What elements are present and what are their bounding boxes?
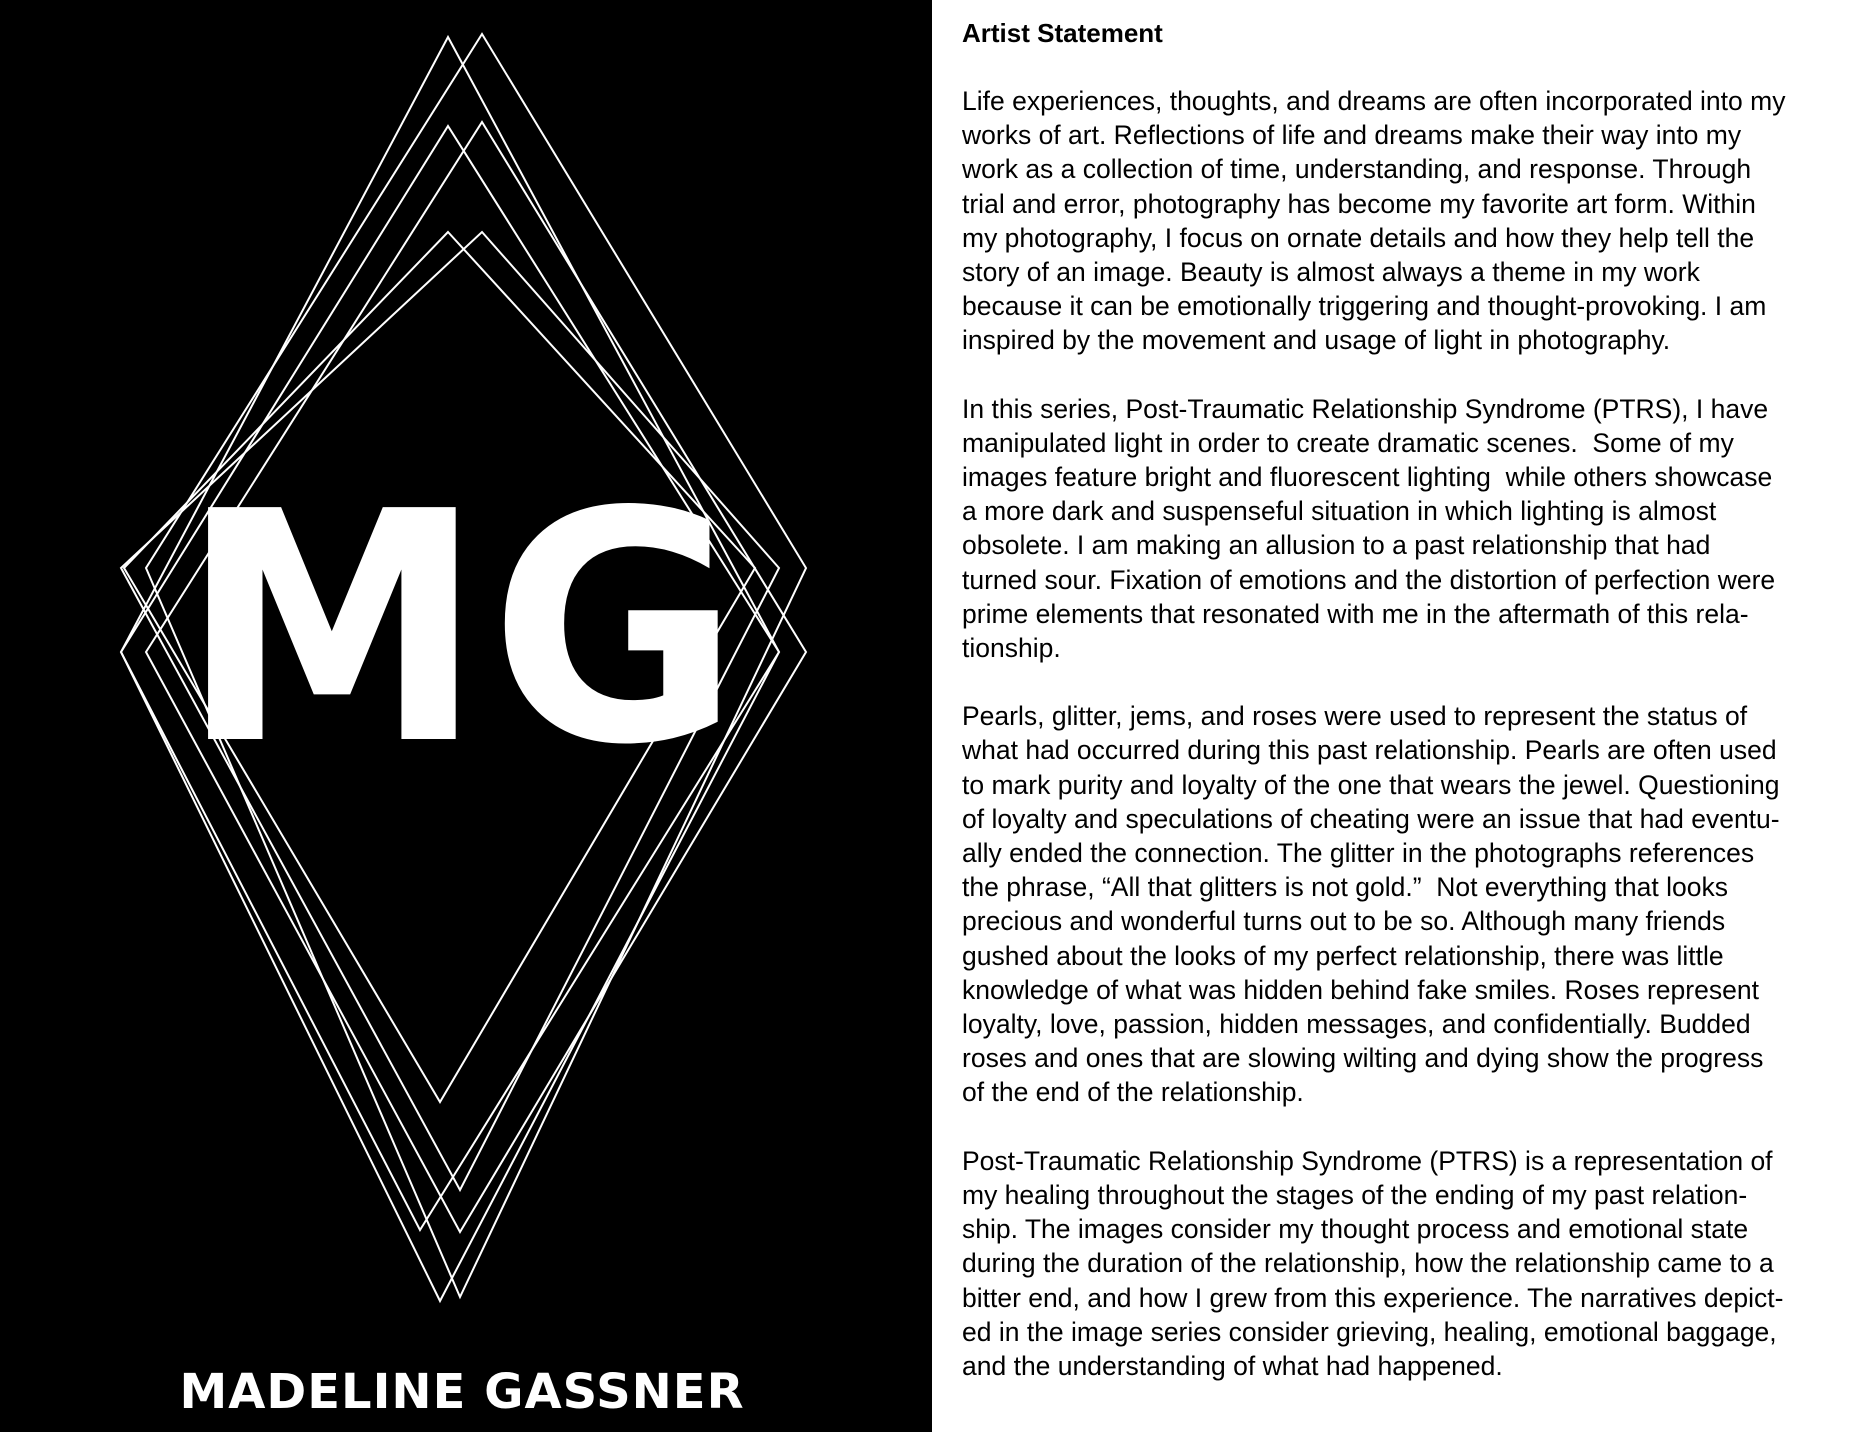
statement-paragraph-2: In this series, Post-Traumatic Relationship Syndrome (PTRS), I have manipulated light in order to create dramatic scenes. Some of my images feature bright and fluorescent lighting while others showcase a more dark and suspenseful situation in which lighting is almost obsolete. I am making an allusion to a past relationship that had turned sour. Fixation of emotions and the distortion of perfection were prime elements that resonated with me in the aftermath of this rela- tionship. bbox=[962, 393, 1776, 664]
author-name: MADELINE GASSNER bbox=[179, 1364, 745, 1420]
monogram: MG bbox=[180, 444, 746, 814]
statement-paragraph-1: Life experiences, thoughts, and dreams are often incorporated into my works of art. Reflections of life and dreams make their way into my work as a collection of time, understanding, and response. Through trial and error, photography has become my favorite art form. Within my photography, I focus on ornate details and how they help tell the story of an image. Beauty is almost always a theme in my work because it can be emotionally triggering and thought-provoking. I am inspired by the movement and usage of light in photography. bbox=[962, 86, 1786, 356]
statement-paragraph-4: Post-Traumatic Relationship Syndrome (PTRS) is a representation of my healing throughout the stages of the ending of my past relation- ship. The images consider my thought process and emotional state during the duration of the relationship, how the relationship came to a bitter end, and how I grew from this experience. The narratives depict- ed in the image series consider grieving, healing, emotional baggage, and the understanding of what had happened. bbox=[962, 1145, 1784, 1381]
statement-paragraph-3: Pearls, glitter, jems, and roses were used to represent the status of what had occurred during this past relationship. Pearls are often used to mark purity and loyalty of the one that wears the jewel. Questioning of loyalty and speculations of cheating were an issue that had eventu- ally ended the connection. The glitter in the photographs references the phrase, “All that glitters is not gold.” Not everything that looks precious and wonderful turns out to be so. Although many friends gushed about the looks of my perfect relationship, there was little knowledge of what was hidden behind fake smiles. Roses represent loyalty, love, passion, hidden messages, and confidentially. Budded roses and ones that are slowing wilting and dying show the progress of the end of the relationship. bbox=[962, 701, 1780, 1108]
artist-statement bbox=[962, 16, 1848, 1416]
statement-title: Artist Statement bbox=[962, 18, 1163, 48]
